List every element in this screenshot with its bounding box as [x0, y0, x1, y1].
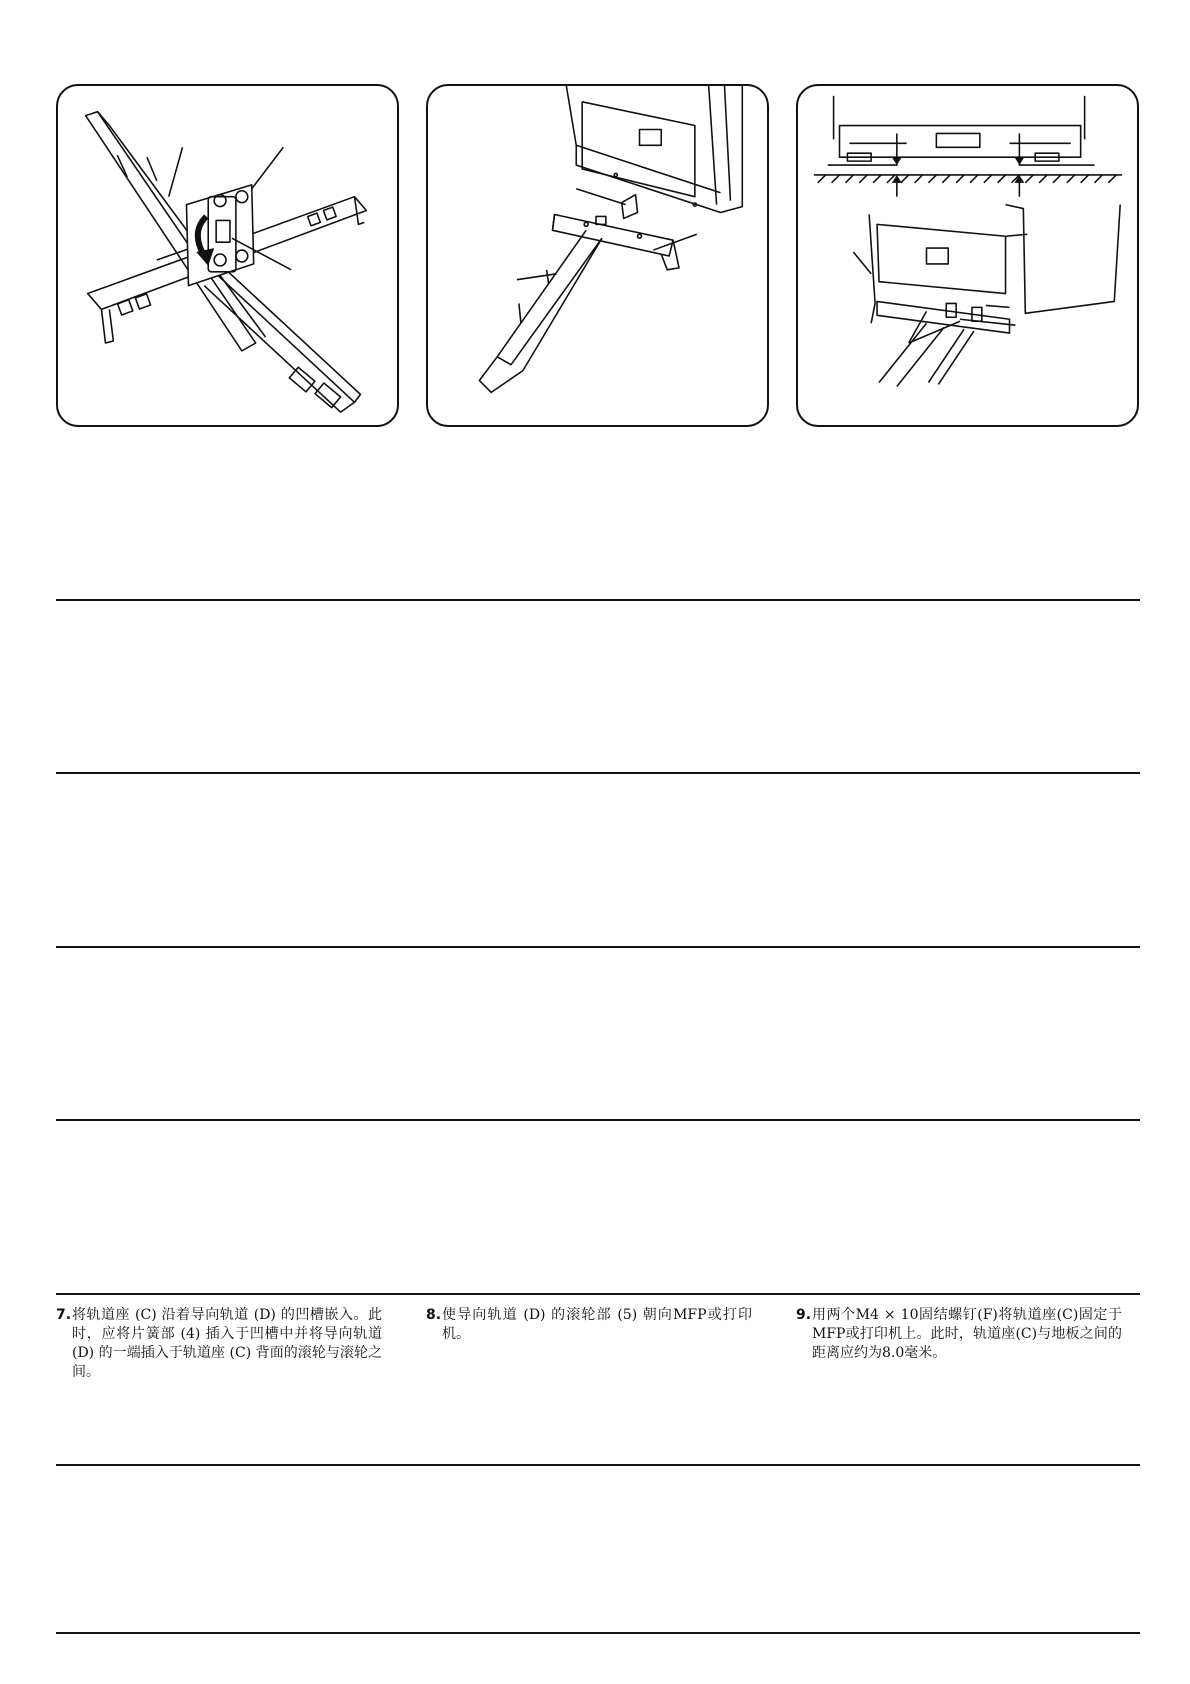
roller-orientation-drawing — [428, 86, 767, 425]
step-number: 7. — [56, 1307, 72, 1323]
separator-rule — [56, 599, 1140, 601]
step-8 — [426, 1306, 752, 1344]
separator-rule — [56, 1632, 1140, 1634]
step-text: 使导向轨道 (D) 的滚轮部 (5) 朝向MFP或打印机。 — [442, 1307, 752, 1342]
step-text: 用两个M4 × 10固结螺钉(F)将轨道座(C)固定于MFP或打印机上。此时，轨道座(C)与地板之间的距离应约为8.0毫米。 — [812, 1307, 1122, 1361]
track-base-fitting-illustration — [56, 84, 399, 427]
separator-rule — [56, 946, 1140, 948]
step-9 — [796, 1306, 1122, 1363]
roller-orientation-illustration — [426, 84, 769, 427]
floor-fixing-drawing — [798, 86, 1137, 425]
separator-rule — [56, 772, 1140, 774]
track-base-fitting-drawing — [58, 86, 397, 425]
separator-rule — [56, 1293, 1140, 1295]
separator-rule — [56, 1119, 1140, 1121]
step-number: 9. — [796, 1307, 812, 1323]
step-7 — [56, 1306, 382, 1382]
floor-fixing-illustration — [796, 84, 1139, 427]
step-text: 将轨道座 (C) 沿着导向轨道 (D) 的凹槽嵌入。此时，应将片簧部 (4) 插入于凹槽中并将导向轨道 (D) 的一端插入于轨道座 (C) 背面的滚轮与滚轮之间。 — [72, 1307, 382, 1380]
step-number: 8. — [426, 1307, 442, 1323]
separator-rule — [56, 1464, 1140, 1466]
